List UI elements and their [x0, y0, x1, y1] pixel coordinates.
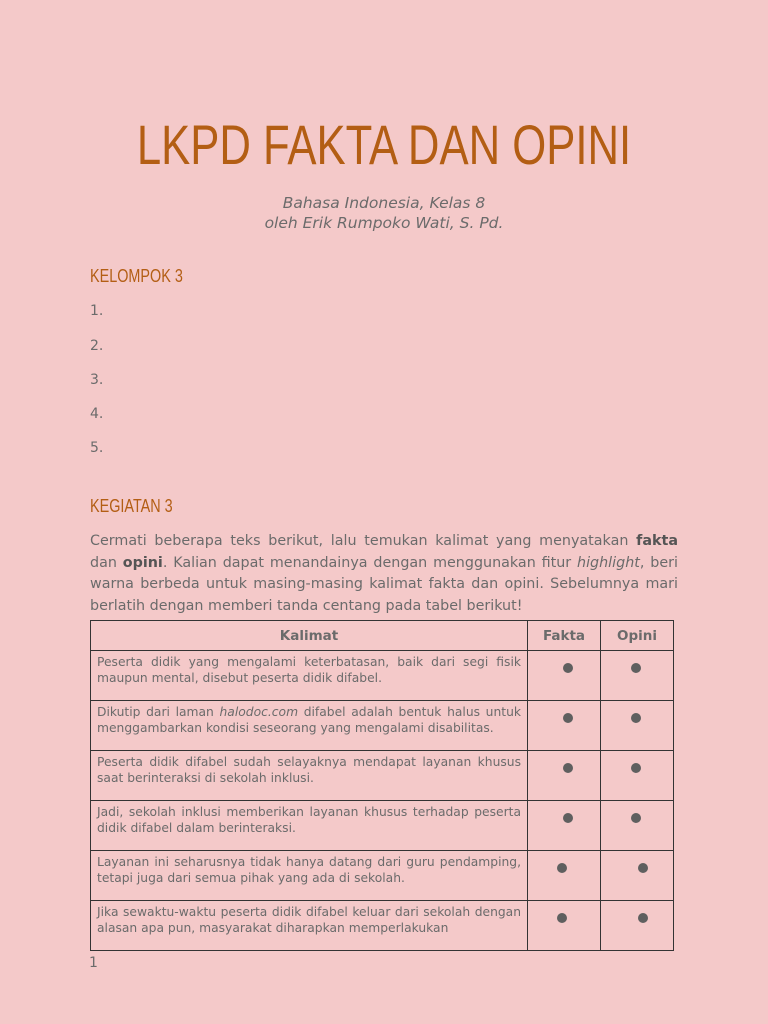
opini-check-cell[interactable]	[601, 801, 674, 851]
radio-dot-icon[interactable]	[563, 663, 573, 673]
fakta-check-cell[interactable]	[528, 801, 601, 851]
sentence-cell: Peserta didik difabel sudah selayaknya mendapat layanan khusus saat berinteraksi di sekolah inklusi.	[91, 751, 528, 801]
radio-dot-icon[interactable]	[563, 713, 573, 723]
opini-check-cell[interactable]	[601, 851, 674, 901]
sentence-cell	[91, 701, 528, 751]
member-line-1: 1.	[90, 303, 104, 319]
document-subtitle	[0, 193, 768, 233]
opini-check-cell[interactable]	[601, 901, 674, 951]
radio-dot-icon[interactable]	[563, 763, 573, 773]
kegiatan-heading: KEGIATAN 3	[90, 496, 173, 516]
member-line-3: 3.	[90, 372, 104, 388]
column-header-opini: Opini	[601, 621, 674, 651]
radio-dot-icon[interactable]	[631, 713, 641, 723]
table-row	[91, 701, 674, 751]
subtitle-author: oleh Erik Rumpoko Wati, S. Pd.	[264, 214, 504, 232]
table-row	[91, 801, 674, 851]
radio-dot-icon[interactable]	[638, 913, 648, 923]
table-row	[91, 651, 674, 701]
intro-text-part: . Kalian dapat menandainya dengan menggunakan fitur	[162, 554, 578, 571]
radio-dot-icon[interactable]	[631, 813, 641, 823]
intro-keyword-opini: opini	[122, 554, 163, 571]
fakta-check-cell[interactable]	[528, 701, 601, 751]
intro-keyword-fakta: fakta	[636, 533, 678, 549]
fakta-check-cell[interactable]	[528, 851, 601, 901]
fakta-check-cell[interactable]	[528, 751, 601, 801]
radio-dot-icon[interactable]	[557, 863, 567, 873]
table-row	[91, 751, 674, 801]
radio-dot-icon[interactable]	[631, 763, 641, 773]
document-title: LKPD FAKTA DAN OPINI	[136, 113, 632, 176]
sentence-cell: Jadi, sekolah inklusi memberikan layanan khusus terhadap peserta didik difabel dalam berinteraksi.	[91, 801, 528, 851]
table-row	[91, 901, 674, 951]
kelompok-heading: KELOMPOK 3	[90, 266, 183, 286]
intro-text-part: Cermati beberapa teks berikut, lalu temukan kalimat yang menyatakan	[90, 533, 637, 549]
member-line-5: 5.	[90, 440, 104, 456]
intro-text-part: , beri warna berbeda untuk masing-masing kalimat fakta dan opini. Sebelumnya mari berlatih dengan memberi tanda centang pada tabel berikut!	[90, 554, 678, 614]
radio-dot-icon[interactable]	[563, 813, 573, 823]
member-line-2: 2.	[90, 338, 104, 354]
radio-dot-icon[interactable]	[638, 863, 648, 873]
opini-check-cell[interactable]	[601, 701, 674, 751]
fakta-opini-table	[90, 620, 674, 951]
sentence-text: difabel adalah bentuk halus untuk menggambarkan kondisi seseorang yang mengalami disabilitas.	[97, 705, 521, 735]
table-header-row	[91, 621, 674, 651]
column-header-fakta: Fakta	[528, 621, 601, 651]
radio-dot-icon[interactable]	[631, 663, 641, 673]
opini-check-cell[interactable]	[601, 651, 674, 701]
fakta-check-cell[interactable]	[528, 651, 601, 701]
intro-text-part: dan	[90, 554, 123, 571]
table-row	[91, 851, 674, 901]
opini-check-cell[interactable]	[601, 751, 674, 801]
sentence-cell: Peserta didik yang mengalami keterbatasan, baik dari segi fisik maupun mental, disebut peserta didik difabel.	[91, 651, 528, 701]
intro-keyword-highlight: highlight	[577, 554, 640, 571]
sentence-cell: Layanan ini seharusnya tidak hanya datang dari guru pendamping, tetapi juga dari semua pihak yang ada di sekolah.	[91, 851, 528, 901]
column-header-kalimat: Kalimat	[91, 621, 528, 651]
kegiatan-instructions	[90, 531, 678, 617]
member-line-4: 4.	[90, 406, 104, 422]
radio-dot-icon[interactable]	[557, 913, 567, 923]
page-number: 1	[89, 955, 98, 971]
fakta-check-cell[interactable]	[528, 901, 601, 951]
sentence-text: Dikutip dari laman	[97, 705, 220, 719]
subtitle-subject: Bahasa Indonesia, Kelas 8	[282, 194, 486, 212]
sentence-source-link: halodoc.com	[219, 705, 299, 719]
sentence-cell: Jika sewaktu-waktu peserta didik difabel keluar dari sekolah dengan alasan apa pun, masyarakat diharapkan memperlakukan	[91, 901, 528, 951]
